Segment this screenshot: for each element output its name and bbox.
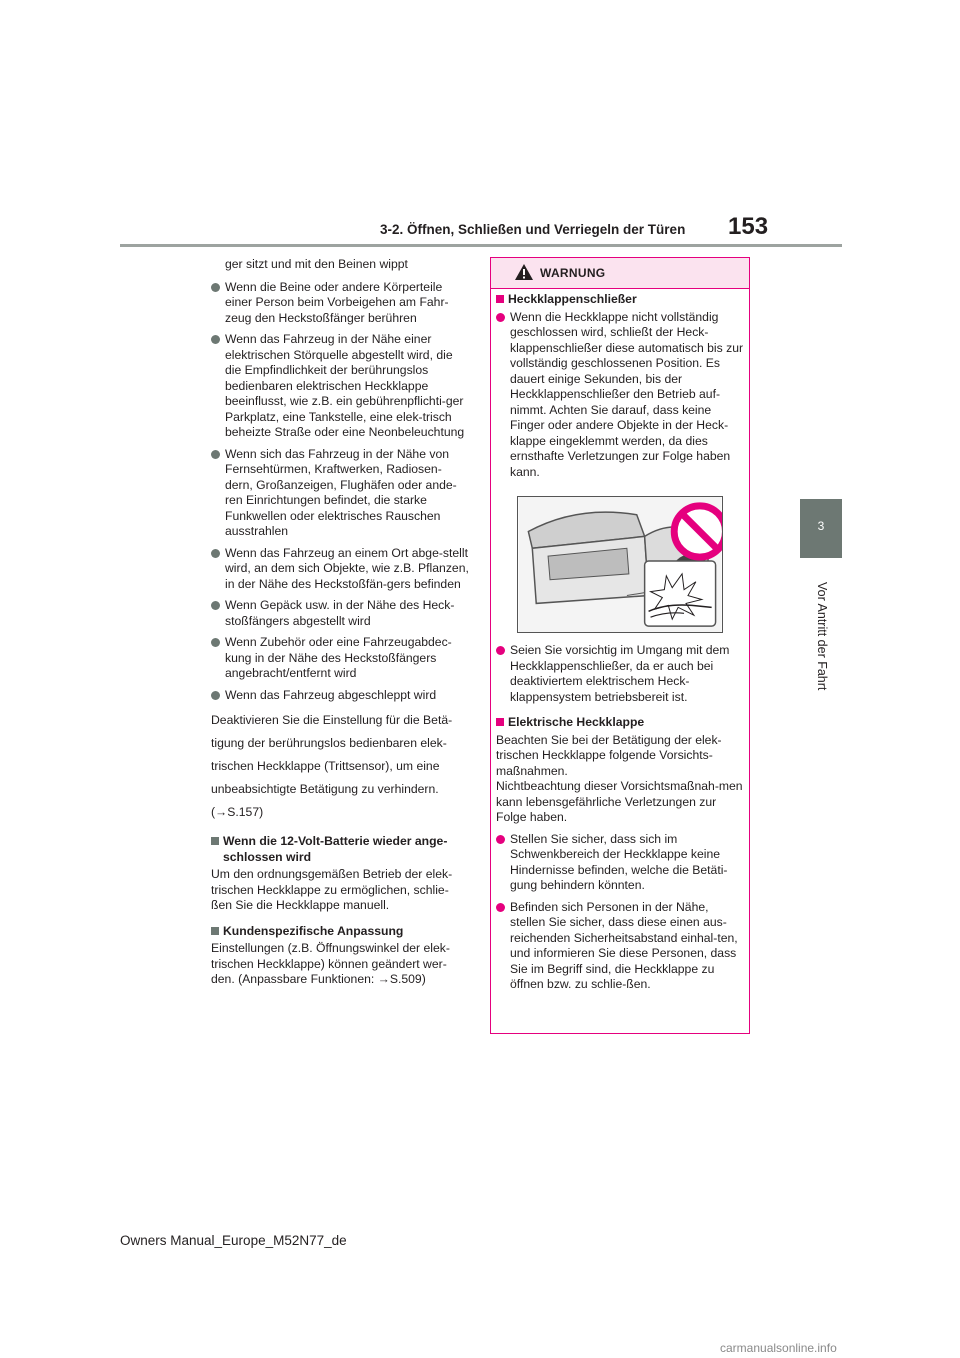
bullet-icon <box>211 450 220 459</box>
bullet-icon <box>211 549 220 558</box>
warning-body <box>496 290 744 999</box>
page-reference: (→S.157) <box>211 805 264 819</box>
left-column <box>211 257 469 994</box>
list-item <box>211 280 469 327</box>
watermark-link[interactable]: carmanualsonline.info <box>720 1341 837 1355</box>
list-item <box>211 546 469 593</box>
warning-paragraph: Beachten Sie bei der Betätigung der elek-trischen Heckklappe folgende Vorsichts-maßnahmen. Nichtbeachtung dieser Vorsichtsmaßnah-men kann lebensgefährliche Verletzungen zur Folge haben. <box>496 732 743 824</box>
warning-box <box>490 257 750 1034</box>
chapter-tab-number: 3 <box>817 519 825 533</box>
warning-title: WARNUNG <box>540 266 606 280</box>
square-bullet-icon <box>496 718 504 726</box>
square-bullet-icon <box>211 837 219 845</box>
list-item <box>496 832 744 894</box>
list-item-text: Wenn Gepäck usw. in der Nähe des Heck-stoßfängers abgestellt wird <box>225 598 455 628</box>
battery-heading-text: Wenn die 12-Volt-Batterie wieder ange-schlossen wird <box>223 834 448 864</box>
list-item-text: Wenn Zubehör oder eine Fahrzeugabdec-kung in der Nähe des Heckstoßfängers angebracht/entfernt wird <box>225 635 452 680</box>
bullet-icon <box>496 903 505 912</box>
list-item <box>211 447 469 540</box>
bullet-icon <box>211 691 220 700</box>
header-divider <box>120 244 842 247</box>
list-item <box>211 635 469 682</box>
warning-heading-closer <box>496 292 744 308</box>
warning-triangle-icon <box>514 263 534 281</box>
list-item <box>211 332 469 441</box>
warning-heading-power-tailgate <box>496 715 744 731</box>
bullet-icon <box>211 638 220 647</box>
deactivate-line: trischen Heckklappe (Trittsensor), um eine <box>211 759 440 773</box>
square-bullet-icon <box>211 927 219 935</box>
list-item <box>496 643 744 705</box>
bullet-icon <box>211 601 220 610</box>
footer-doc-id: Owners Manual_Europe_M52N77_de <box>120 1233 347 1248</box>
continuation-text: ger sitzt und mit den Beinen wippt <box>225 257 408 271</box>
page-number: 153 <box>728 213 769 240</box>
list-item-text: Seien Sie vorsichtig im Umgang mit dem Heckklappenschließer, da er auch bei deaktiviertem elektrischem Heck-klappensystem betriebsbereit ist. <box>510 643 730 704</box>
list-item-text: Wenn die Beine oder andere Körperteile einer Person beim Vorbeigehen am Fahr-zeug den Heckstoßfänger berühren <box>225 279 449 325</box>
chapter-side-label: Vor Antritt der Fahrt <box>815 582 829 691</box>
list-item-text: Wenn das Fahrzeug an einem Ort abge-stellt wird, an dem sich Objekte, wie z.B. Pflanzen, in der Nähe des Heckstoßfän-gers befinden <box>225 545 469 591</box>
warning-heading-power-tailgate-text: Elektrische Heckklappe <box>508 715 645 729</box>
list-item-text: Wenn das Fahrzeug in der Nähe einer elektrischen Störquelle abgestellt wird, die die Empfindlichkeit der berührungslos bedienbaren elektrischen Heckklappe beeinflusst, wie z.B. ein gebührenpflichti-ger Parkplatz, eine Tankstelle, eine elek-trisch beheizte Straße oder eine Neonbeleuchtung <box>225 332 465 439</box>
square-bullet-icon <box>496 295 504 303</box>
list-item <box>496 310 744 481</box>
bullet-icon <box>496 835 505 844</box>
list-item <box>211 598 469 629</box>
deactivate-line: tigung der berührungslos bedienbaren elek- <box>211 736 447 750</box>
bullet-icon <box>211 283 220 292</box>
custom-heading-text: Kundenspezifische Anpassung <box>223 923 404 938</box>
battery-text: Um den ordnungsgemäßen Betrieb der elek-trischen Heckklappe zu ermöglichen, schlie-ßen Sie die Heckklappe manuell. <box>211 867 453 912</box>
list-item-text: Wenn die Heckklappe nicht vollständig geschlossen wird, schließt der Heck-klappenschließer diese automatisch bis zur vollständig geschlossenen Position. Es dauert einige Sekunden, bis der Heckklappenschließer den Betrieb auf-nimmt. Achten Sie darauf, dass keine Finger oder andere Objekte in der Heck-klappe eingeklemmt werden, da dies ernsthafte Verletzungen zur Folge haben kann. <box>510 309 744 479</box>
section-title: 3-2. Öffnen, Schließen und Verriegeln der Türen <box>380 222 686 237</box>
list-item-text: Befinden sich Personen in der Nähe, stellen Sie sicher, dass diese einen aus-reichenden Sicherheitsabstand einhal-ten, und informieren Sie diese Personen, dass Sie im Begriff sind, die Heckklappe zu öffnen bzw. zu schlie-ßen. <box>510 899 738 991</box>
list-item-text: Wenn sich das Fahrzeug in der Nähe von Fernsehtürmen, Kraftwerken, Radiosen-dern, Großanzeigen, Flughäfen oder ande-ren Einrichtungen befindet, die starke Funkwellen oder elektrisches Rauschen ausstrahlen <box>225 446 457 538</box>
deactivate-line: unbeabsichtigte Betätigung zu verhindern. <box>211 782 439 796</box>
list-item-text: Wenn das Fahrzeug abgeschleppt wird <box>225 687 437 702</box>
list-item <box>211 688 469 704</box>
battery-heading <box>211 834 469 865</box>
warning-header <box>491 258 749 289</box>
list-item-text: Stellen Sie sicher, dass sich im Schwenkbereich der Heckklappe keine Hindernisse befinden, welche die Betäti-gung behindern könnten. <box>510 831 728 892</box>
custom-heading <box>211 924 469 940</box>
warning-heading-closer-text: Heckklappenschließer <box>508 292 637 306</box>
tailgate-pinch-illustration <box>517 496 723 633</box>
bullet-icon <box>211 335 220 344</box>
bullet-icon <box>496 646 505 655</box>
custom-text: Einstellungen (z.B. Öffnungswinkel der elek-trischen Heckklappe) können geändert wer-den. (Anpassbare Funktionen: →S.509) <box>211 941 450 986</box>
list-item <box>496 900 744 993</box>
deactivate-line: Deaktivieren Sie die Einstellung für die Betä- <box>211 713 453 727</box>
bullet-icon <box>496 313 505 322</box>
